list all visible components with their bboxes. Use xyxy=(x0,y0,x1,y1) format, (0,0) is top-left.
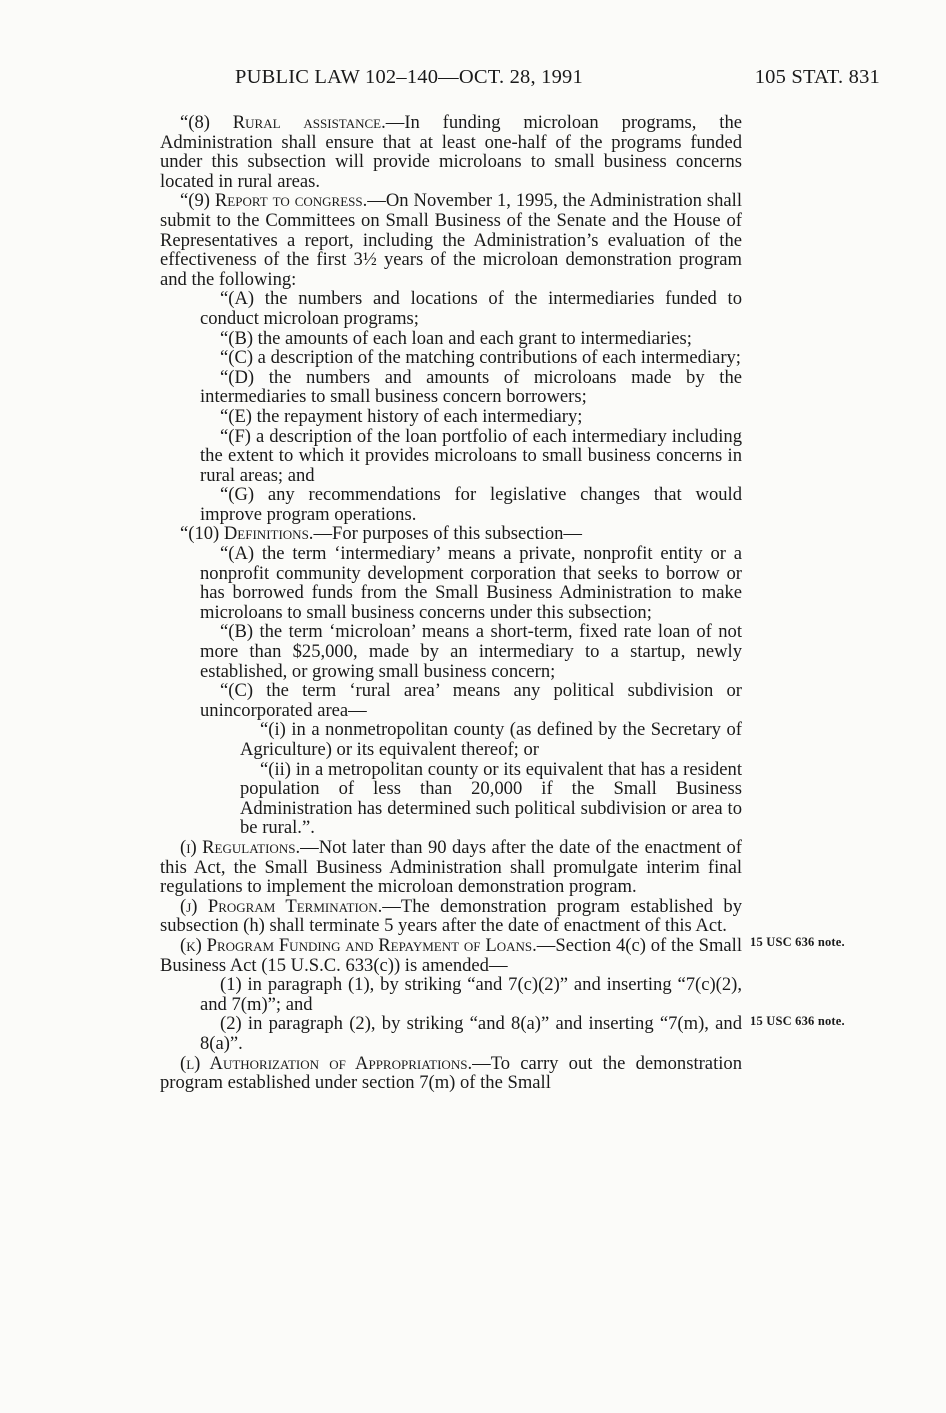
subparagraph-9a: “(A) the numbers and locations of the intermediaries funded to conduct microloan programs; xyxy=(200,288,742,329)
heading-rural-assistance: “(8) Rural assistance. xyxy=(180,112,386,133)
clause-10c-ii: “(ii) in a metropolitan county or its equivalent that has a resident population of less than 20,000 if the Small Business Administration has determined such political subdivision or area to be rural.”. xyxy=(240,758,742,839)
heading-program-termination: (j) Program Termination. xyxy=(180,895,383,917)
paragraph-k1: (1) in paragraph (1), by striking “and 7(c)(2)” and inserting “7(c)(2), and 7(m)”; and xyxy=(200,974,742,1015)
paragraph-text: —In funding microloan programs, the Administration shall ensure that at least one-half of the programs funded under this subsection will provide microloans to small business concerns located in rural areas. xyxy=(160,112,742,192)
paragraph-text: —For purposes of this subsection— xyxy=(313,523,583,545)
heading-definitions: “(10) Definitions. xyxy=(180,523,314,545)
page-header xyxy=(0,66,946,96)
heading-report-to-congress: “(9) Report to congress. xyxy=(180,190,368,212)
paragraph-10 xyxy=(160,524,742,544)
paragraph-text: —The demonstration program established by subsection (h) shall terminate 5 years after the date of enactment of this Act. xyxy=(160,895,742,937)
paragraph-text: —Section 4(c) of the Small Business Act (15 U.S.C. 633(c)) is amended— xyxy=(160,934,742,976)
paragraph-text: —Not later than 90 days after the date of the enactment of this Act, the Small Business Administration shall promulgate interim final regulations to implement the microloan demonstration program. xyxy=(160,836,742,898)
paragraph-8 xyxy=(160,113,742,191)
subsection-l xyxy=(160,1054,742,1093)
paragraph-k2: (2) in paragraph (2), by striking “and 8(a)” and inserting “7(m), and 8(a)”. xyxy=(200,1013,742,1054)
subsection-j xyxy=(160,897,742,936)
paragraph-text: —On November 1, 1995, the Administration shall submit to the Committees on Small Business of the Senate and the House of Representatives a report, including the Administration’s evaluation of the effectiveness of the first 3½ years of the microloan demonstration program and the following: xyxy=(160,190,742,290)
margin-note-regulations: 15 USC 636 note. xyxy=(750,935,845,949)
document-body xyxy=(160,113,742,1093)
running-title: PUBLIC LAW 102–140—OCT. 28, 1991 xyxy=(235,66,583,88)
subparagraph-10a: “(A) the term ‘intermediary’ means a private, nonprofit entity or a nonprofit community development corporation that seeks to borrow or has borrowed funds from the Small Business Administration to make microloans to small business concerns under this subsection; xyxy=(200,543,742,623)
clause-10c-i: “(i) in a nonmetropolitan county (as defined by the Secretary of Agriculture) or its equivalent thereof; or xyxy=(240,719,742,760)
subparagraph-10c: “(C) the term ‘rural area’ means any political subdivision or unincorporated area— xyxy=(200,680,742,721)
subparagraph-9b: “(B) the amounts of each loan and each grant to intermediaries; xyxy=(220,327,692,349)
subparagraph-9f: “(F) a description of the loan portfolio of each intermediary including the extent to which it provides microloans to small business concerns in rural areas; and xyxy=(200,425,742,486)
subparagraph-10b: “(B) the term ‘microloan’ means a short-term, fixed rate loan of not more than $25,000, made by an intermediary to a startup, newly established, or growing small business concern; xyxy=(200,621,742,682)
subparagraph-9c: “(C) a description of the matching contributions of each intermediary; xyxy=(220,347,741,369)
subparagraph-9e: “(E) the repayment history of each intermediary; xyxy=(220,405,583,427)
statute-citation: 105 STAT. 831 xyxy=(754,66,880,88)
subparagraph-9d: “(D) the numbers and amounts of microloans made by the intermediaries to small business concern borrowers; xyxy=(200,366,742,408)
subsection-k xyxy=(160,936,742,975)
heading-regulations: (i) Regulations. xyxy=(180,836,301,858)
margin-note-termination: 15 USC 636 note. xyxy=(750,1014,845,1028)
subparagraph-9g: “(G) any recommendations for legislative changes that would improve program operations. xyxy=(200,484,742,525)
heading-authorization: (l) Authorization of Appropriations. xyxy=(180,1052,473,1074)
subsection-i xyxy=(160,838,742,897)
paragraph-text: —To carry out the demonstration program established under section 7(m) of the Small xyxy=(160,1052,742,1094)
paragraph-9 xyxy=(160,191,742,289)
heading-program-funding: (k) Program Funding and Repayment of Loans. xyxy=(180,934,537,956)
